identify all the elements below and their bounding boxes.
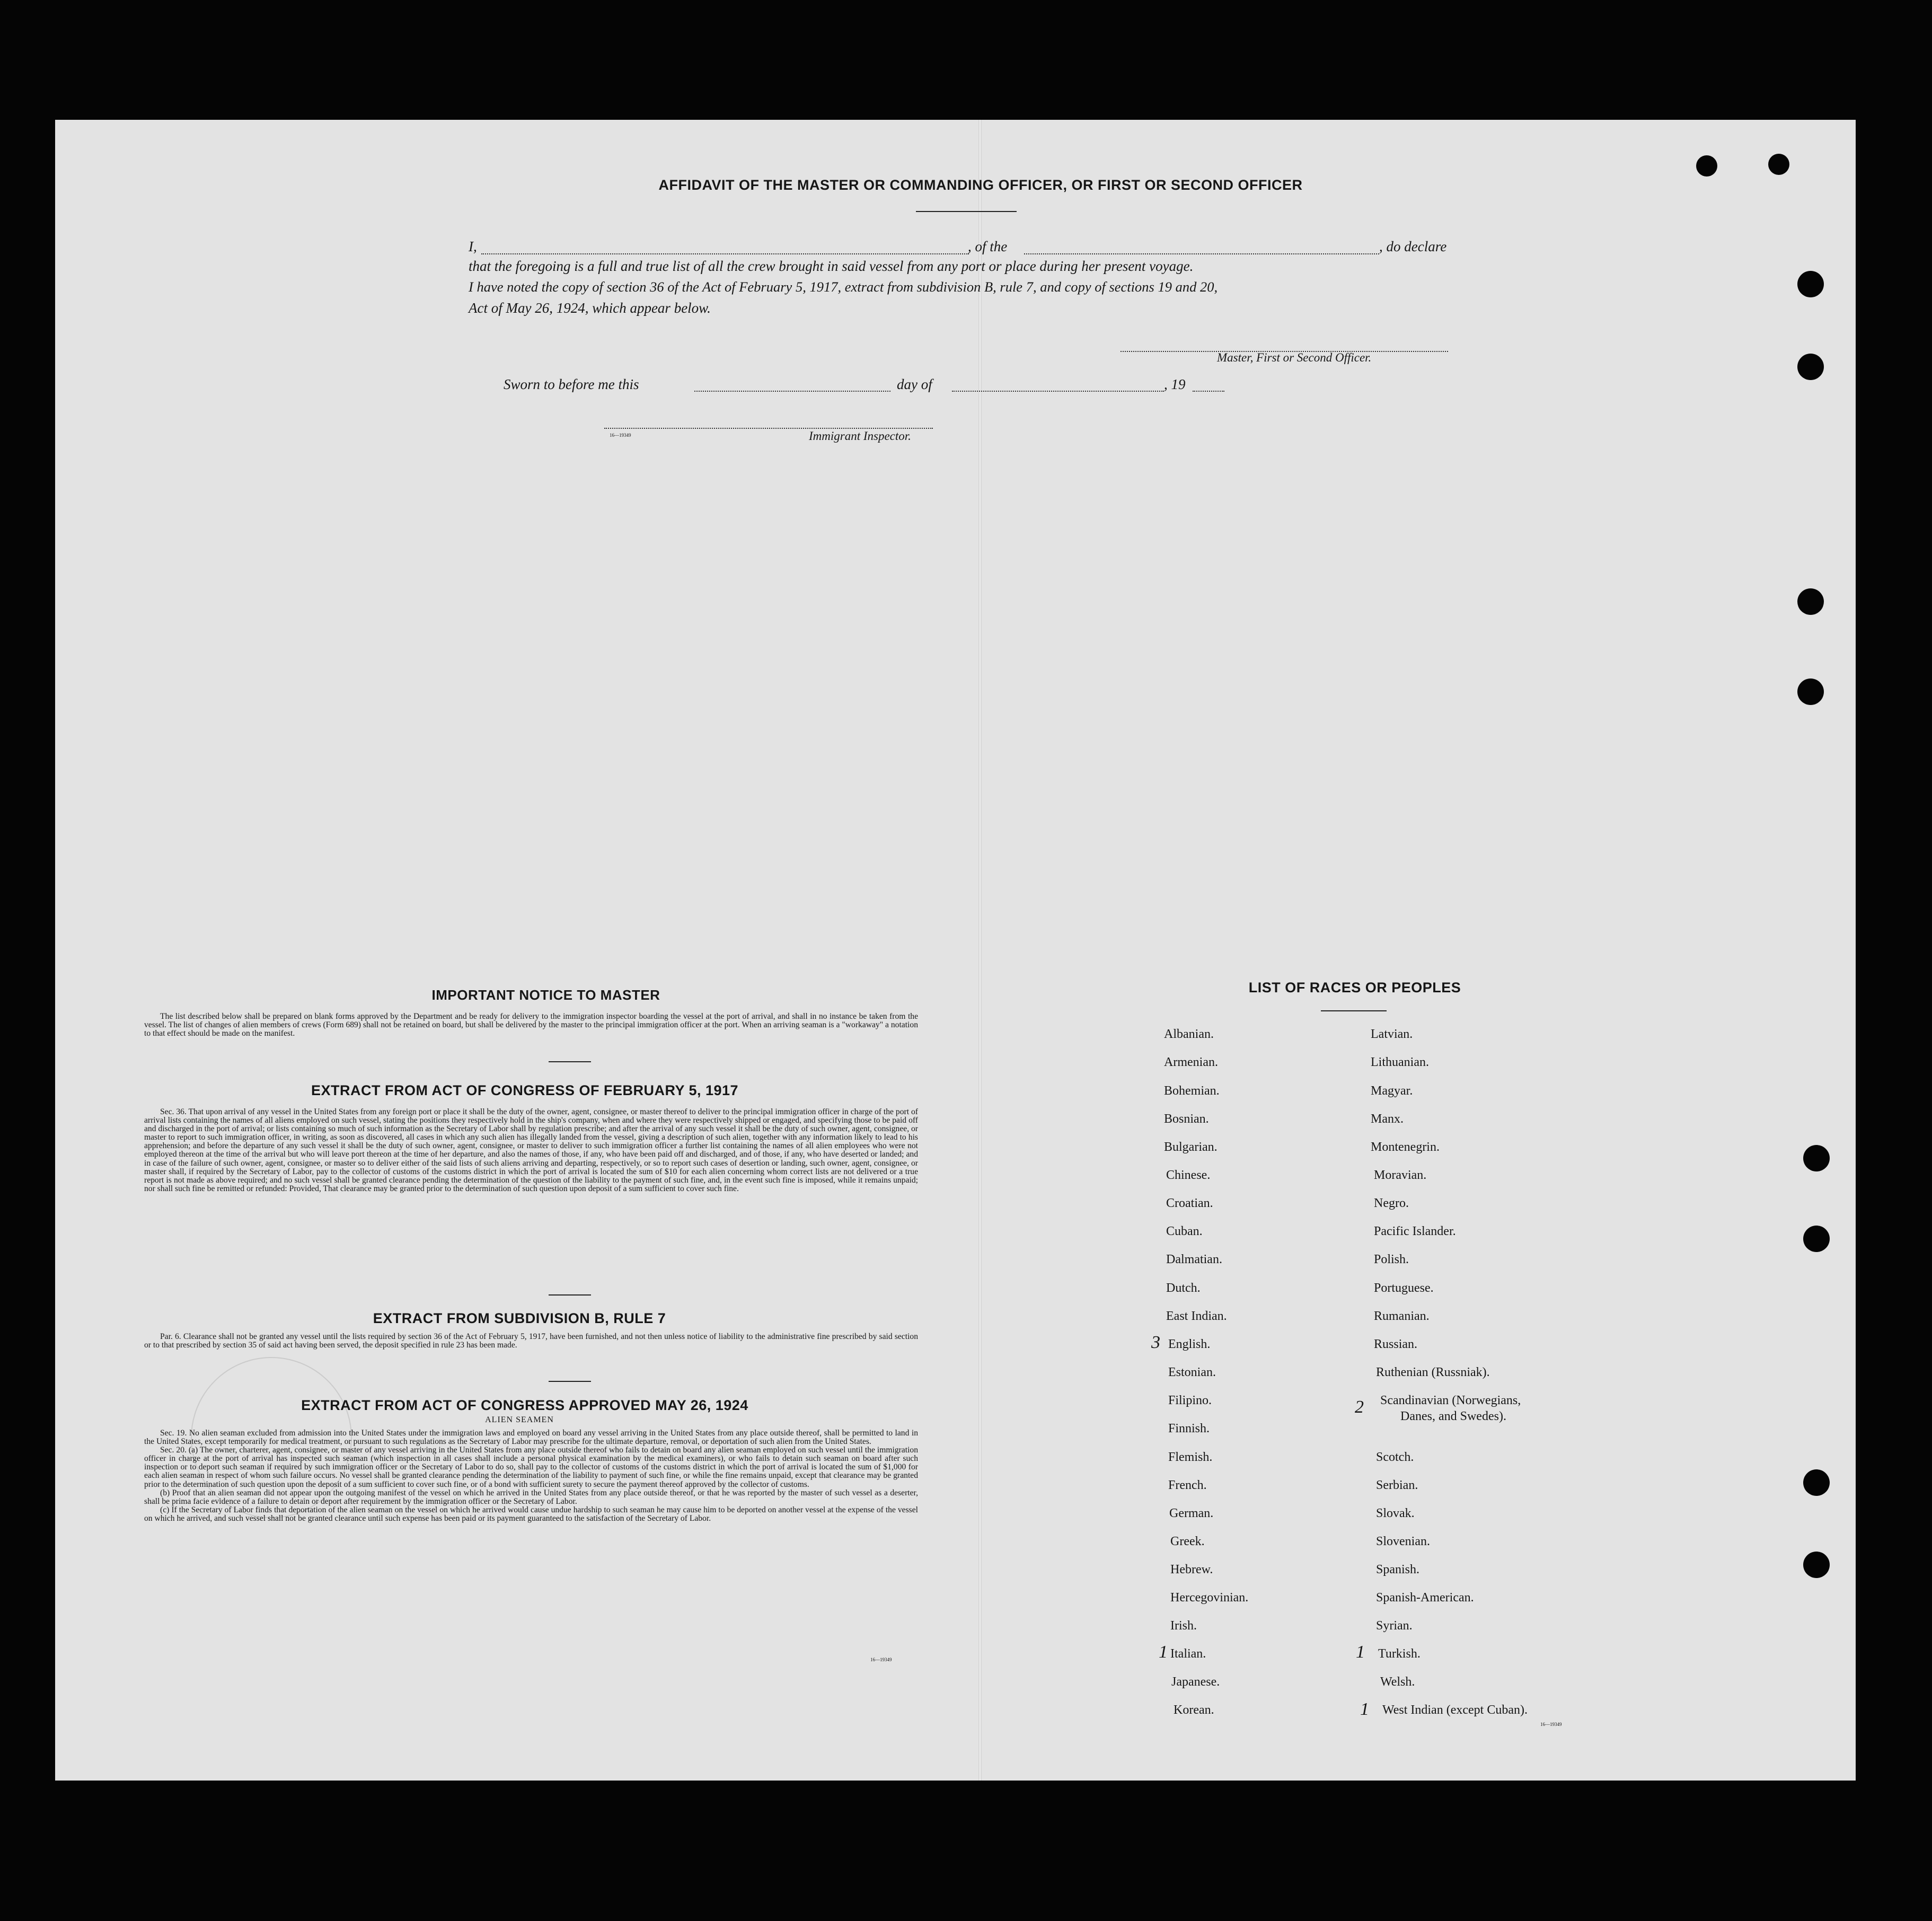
affidavit-line-3: I have noted the copy of section 36 of the Act of February 5, 1917, extract from subdivision B, rule 7, and copy of sections 19 and 20, — [469, 279, 1218, 295]
sworn-label: Sworn to before me this — [504, 376, 639, 392]
race-item: Moravian. — [1374, 1168, 1427, 1182]
inspector-signature-field[interactable] — [604, 428, 933, 429]
race-item: Bohemian. — [1164, 1084, 1220, 1098]
race-item: Finnish. — [1168, 1422, 1210, 1435]
affidavit-i-label: I, — [469, 239, 477, 254]
rule-7-paragraph: Par. 6. Clearance shall not be granted any vessel until the lists required by section 36 of the Act of February 5, 1917, have been furnished, and not then unless notice of liability to the administrative fine prescribed by said section or to that prescribed by section 35 of said act having been served, the deposit specified in rule 23 has been made. — [144, 1332, 918, 1350]
race-item: Italian. — [1170, 1647, 1206, 1661]
race-item: Polish. — [1374, 1253, 1409, 1266]
race-item: Negro. — [1374, 1196, 1409, 1210]
race-item: Chinese. — [1166, 1168, 1211, 1182]
race-item: Magyar. — [1371, 1084, 1413, 1098]
race-item: Dutch. — [1166, 1281, 1201, 1295]
sworn-month-field[interactable] — [952, 391, 1164, 392]
punch-hole — [1797, 588, 1824, 615]
document-page — [55, 120, 1856, 1781]
sworn-year-field[interactable] — [1193, 391, 1224, 392]
mark-italian: 1 — [1159, 1642, 1168, 1662]
notice-paragraph: The list described below shall be prepared on blank forms approved by the Department and be ready for delivery to the immigration inspector boarding the vessel at the port of arrival, and shall in no instance be taken from the vessel. The list of changes of alien members of crews (Form 689) shall not be retained on board, but shall be delivered by the master to the principal immigration officer at the port. When an arriving seaman is a "workaway" a notation to that effect should be made on the manifest. — [144, 1012, 918, 1038]
act-1924-title: EXTRACT FROM ACT OF CONGRESS APPROVED MAY 26, 1924 — [301, 1397, 748, 1413]
race-item: Flemish. — [1168, 1450, 1213, 1464]
punch-hole — [1803, 1226, 1830, 1252]
race-item: French. — [1168, 1478, 1207, 1492]
act-1924-text — [144, 1429, 918, 1523]
affidavit-of-the: , of the — [968, 239, 1008, 254]
races-title: LIST OF RACES OR PEOPLES — [1248, 980, 1461, 995]
race-item: Armenian. — [1164, 1055, 1218, 1069]
race-item: Lithuanian. — [1371, 1055, 1429, 1069]
race-item: Korean. — [1174, 1703, 1214, 1717]
punch-hole — [1803, 1145, 1830, 1171]
race-item: Latvian. — [1371, 1027, 1413, 1041]
races-form-number: 16—19349 — [1540, 1722, 1562, 1727]
act-1924-form-number: 16—19349 — [870, 1657, 892, 1662]
race-item: East Indian. — [1166, 1309, 1227, 1323]
punch-hole — [1797, 271, 1824, 297]
punch-hole — [1803, 1469, 1830, 1496]
race-item: Bulgarian. — [1164, 1140, 1218, 1154]
act-1917-title: EXTRACT FROM ACT OF CONGRESS OF FEBRUARY 5, 1917 — [311, 1082, 739, 1098]
race-item: Serbian. — [1376, 1478, 1418, 1492]
race-item: Turkish. — [1378, 1647, 1421, 1661]
race-item: English. — [1168, 1337, 1211, 1351]
day-of-label: day of — [897, 376, 932, 392]
races-title-rule — [1321, 1010, 1387, 1011]
race-item: Greek. — [1170, 1535, 1205, 1548]
race-item: Scandinavian (Norwegians, — [1380, 1394, 1521, 1407]
race-item: Manx. — [1371, 1112, 1404, 1126]
race-item: Hebrew. — [1170, 1563, 1213, 1576]
mark-english: 3 — [1151, 1333, 1160, 1352]
race-item: Welsh. — [1380, 1675, 1415, 1689]
vessel-field[interactable] — [1024, 253, 1379, 254]
page-fold — [978, 120, 982, 1781]
sworn-day-field[interactable] — [694, 391, 890, 392]
alien-seamen-subtitle: ALIEN SEAMEN — [485, 1415, 554, 1424]
mark-turkish: 1 — [1356, 1642, 1365, 1662]
race-item: Albanian. — [1164, 1027, 1214, 1041]
punch-hole — [1696, 155, 1717, 177]
act-1917-text — [144, 1108, 918, 1193]
affidavit-title: AFFIDAVIT OF THE MASTER OR COMMANDING OFFICER, OR FIRST OR SECOND OFFICER — [658, 177, 1303, 193]
inspector-label: Immigrant Inspector. — [809, 429, 911, 443]
sec-20c-paragraph: (c) If the Secretary of Labor finds that deportation of the alien seaman on the vessel on which he arrived would cause undue hardship to such seaman he may cause him to be deported on another vessel at the expense of the vessel on which he arrived, and such vessel shall not be granted clearance until such expense has been paid or its payment guaranteed to the satisfaction of the Secretary of Labor. — [144, 1505, 918, 1523]
race-item: Scotch. — [1376, 1450, 1414, 1464]
race-item: Rumanian. — [1374, 1309, 1430, 1323]
affidavit-line-2: that the foregoing is a full and true list of all the crew brought in said vessel from any port or place during her present voyage. — [469, 258, 1194, 274]
race-item: Slovak. — [1376, 1506, 1415, 1520]
rule-7-text — [144, 1333, 918, 1350]
race-item: Ruthenian (Russniak). — [1376, 1365, 1490, 1379]
race-item: Dalmatian. — [1166, 1253, 1222, 1266]
race-item: Pacific Islander. — [1374, 1224, 1456, 1238]
race-item: Cuban. — [1166, 1224, 1203, 1238]
race-item: Irish. — [1170, 1619, 1197, 1633]
race-item: Montenegrin. — [1371, 1140, 1440, 1154]
mark-west-indian: 1 — [1360, 1699, 1369, 1719]
race-item: West Indian (except Cuban). — [1382, 1703, 1528, 1717]
race-item: Russian. — [1374, 1337, 1418, 1351]
rule-7-rule — [549, 1381, 591, 1382]
sec-20a-paragraph: Sec. 20. (a) The owner, charterer, agent, consignee, or master of any vessel arriving in the United States from any place outside thereof who fails to detain on board any alien seaman employed on such vessel until the immigration officer in charge at the port of arrival has inspected such seaman (which inspection in all cases shall include a personal physical examination by the medical examiners), or who fails to detain such seaman on board after such inspection or to deport such seaman if required by such immigration officer or the Secretary of Labor to do so, shall pay to the collector of customs of the customs district in which the port of arrival is located the sum of $1,000 for each alien seaman in respect of whom such failure occurs. No vessel shall be granted clearance pending the determination of the liability to payment of such fine, or while the fine remains unpaid, except that clearance may be granted prior to the determination of such question upon the deposit of a sum sufficient to cover such fine, or of a bond with sufficient surety to secure the payment thereof approved by the collector of customs. — [144, 1446, 918, 1489]
year-label: , 19 — [1164, 376, 1186, 392]
master-signature-label: Master, First or Second Officer. — [1217, 351, 1372, 364]
punch-hole — [1797, 678, 1824, 705]
sec-19-paragraph: Sec. 19. No alien seaman excluded from admission into the United States under the immigration laws and employed on board any vessel arriving in the United States from any place outside thereof, shall be permitted to land in the United States, except temporarily for medical treatment, or pursuant to such regulations as the Secretary of Labor may prescribe for the ultimate departure, removal, or deportation of such alien from the United States. — [144, 1429, 918, 1447]
race-item: Filipino. — [1168, 1394, 1212, 1407]
notice-text — [144, 1012, 918, 1038]
name-field[interactable] — [481, 253, 969, 254]
mark-scandinavian: 2 — [1355, 1397, 1364, 1417]
race-item: Spanish-American. — [1376, 1591, 1474, 1605]
affidavit-form-number: 16—19349 — [610, 433, 631, 438]
race-item: Hercegovinian. — [1170, 1591, 1249, 1605]
punch-hole — [1768, 154, 1789, 175]
race-item: Danes, and Swedes). — [1400, 1409, 1506, 1423]
race-item: Slovenian. — [1376, 1535, 1430, 1548]
race-item: Estonian. — [1168, 1365, 1216, 1379]
race-item: Japanese. — [1171, 1675, 1220, 1689]
race-item: Portuguese. — [1374, 1281, 1434, 1295]
notice-rule — [549, 1061, 591, 1062]
punch-hole — [1797, 354, 1824, 380]
affidavit-title-rule — [916, 211, 1017, 212]
race-item: Syrian. — [1376, 1619, 1413, 1633]
race-item: Spanish. — [1376, 1563, 1420, 1576]
punch-hole — [1803, 1552, 1830, 1578]
rule-7-title: EXTRACT FROM SUBDIVISION B, RULE 7 — [373, 1310, 666, 1326]
notice-title: IMPORTANT NOTICE TO MASTER — [431, 987, 660, 1003]
affidavit-line-4: Act of May 26, 1924, which appear below. — [469, 300, 711, 316]
race-item: Bosnian. — [1164, 1112, 1209, 1126]
affidavit-do-declare: , do declare — [1379, 239, 1447, 254]
race-item: Croatian. — [1166, 1196, 1213, 1210]
race-item: German. — [1169, 1506, 1214, 1520]
sec-20b-paragraph: (b) Proof that an alien seaman did not appear upon the outgoing manifest of the vessel on which he arrived in the United States from any place outside thereof, or that he was reported by the master of such vessel as a deserter, shall be prima facie evidence of a failure to detain or deport after requirement by the immigration officer or the Secretary of Labor. — [144, 1488, 918, 1506]
act-1917-rule — [549, 1294, 591, 1296]
act-1917-paragraph: Sec. 36. That upon arrival of any vessel in the United States from any foreign port or place it shall be the duty of the owner, agent, consignee, or master thereof to deliver to the principal immigration officer in charge of the port of arrival lists containing the names of all aliens employed on such vessel, stating the positions they respectively hold in the ship's company, when and where they were respectively shipped or engaged, and specifying those to be paid off and discharged in the port of arrival; or lists containing so much of such information as the Secretary of Labor shall by regulation prescribe; and after the arrival of any such vessel it shall be the duty of such owner, agent, consignee, or master to report to such immigration officer, in writing, as soon as discovered, all cases in which any such alien has illegally landed from the vessel, giving a description of such alien, together with any information likely to lead to his apprehension; and before the departure of any such vessel it shall be the duty of such owner, agent, consignee, or master to deliver to such immigration officer a further list containing the names of all alien employees who were not employed thereon at the time of the arrival but who will leave port thereon at the time of her departure, and also the names of those, if any, who have been paid off and discharged, and of those, if any, who have deserted or landed; and in case of the failure of such owner, agent, consignee, or master so to deliver either of the said lists of such aliens arriving and departing, respectively, or so to report such cases of desertion or landing, such owner, agent, consignee, or master shall, if required by the Secretary of Labor, pay to the collector of customs of the customs district in which the port of arrival is located the sum of $10 for each alien concerning whom correct lists are not delivered or a true report is not made as above required; and no such vessel shall be granted clearance pending the determination of the question of the liability to the payment of such fine, and, in the event such fine is imposed, while it remains unpaid; nor shall such fine be remitted or refunded: Provided, That clearance may be granted prior to the determination of such question upon deposit of a sum sufficient to cover such fine. — [144, 1107, 918, 1193]
